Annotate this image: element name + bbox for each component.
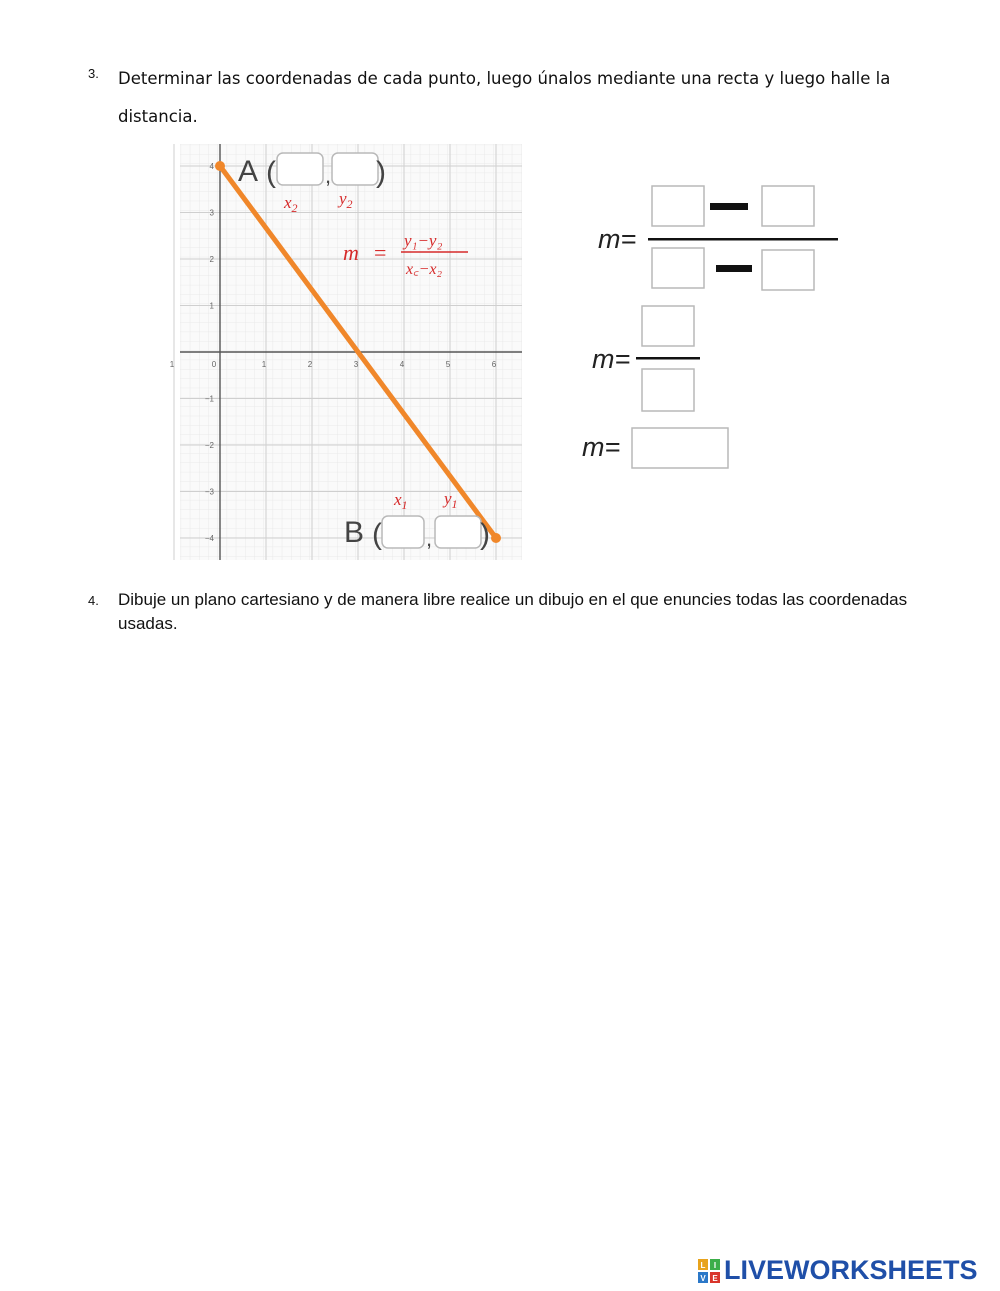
point-a-close-paren: ) [376,156,386,189]
formula-m: m [343,240,359,265]
mark-letter-i: I [713,1260,717,1270]
x-tick-label: 3 [353,360,359,369]
y-tick-label: 3 [209,208,214,218]
formula-equals: = [374,240,387,265]
x-tick-label: 1 [169,360,175,369]
slope-result-input[interactable] [632,428,728,468]
y-tick-label: 4 [209,162,214,171]
question-3-number: 3. [88,66,99,81]
point-a-label: A [238,155,259,188]
y-tick-label: −3 [204,487,214,497]
liveworksheets-mark-icon [698,1259,720,1283]
mark-letter-v: V [700,1273,706,1283]
fraction-bar-2 [636,357,700,360]
formula-numerator: y₁−y₂ [404,231,443,250]
slope-calculation [572,176,842,476]
liveworksheets-logo [698,1255,978,1286]
mark-letter-l: L [700,1260,706,1270]
x-tick-label: 6 [491,360,497,369]
question-4-text: Dibuje un plano cartesiano y de manera libre realice un dibujo en el que enuncies todas las coordenadas usadas. [118,590,908,633]
liveworksheets-brand: LIVEWORKSHEETS [724,1255,978,1285]
y2-label: $y_2$ [339,189,353,211]
point-b-marker [491,533,501,543]
x-tick-label: 5 [445,360,451,369]
numerator-right-input[interactable] [762,186,814,226]
x-tick-label: 0 [211,360,217,369]
m-label-1: m= [598,224,637,254]
denominator-minus-sign [716,265,752,272]
x-tick-label: 1 [261,360,267,369]
denominator-left-input[interactable] [652,248,704,288]
x-tick-label: 2 [307,360,313,369]
point-a-comma: , [325,163,332,188]
y-tick-label: 2 [209,255,214,264]
numerator-left-input[interactable] [652,186,704,226]
y1-label: $y_1$ [444,489,458,511]
point-a-x-input[interactable] [277,153,323,185]
cartesian-graph [169,140,528,565]
m-label-2: m= [592,344,631,374]
y-tick-label: 1 [209,301,214,311]
y-tick-label: −1 [204,394,214,404]
y-tick-label: −4 [204,534,214,543]
fraction-bar-1 [648,238,838,241]
formula-denominator: x꜀−x₂ [406,261,443,278]
x2-label: $x_2$ [284,193,298,215]
x-tick-label: 4 [399,360,405,369]
point-a-y-input[interactable] [332,153,378,185]
simplified-numerator-input[interactable] [642,306,694,346]
m-label-3: m= [582,432,621,462]
point-a-marker [215,161,225,171]
x1-label: $x_1$ [394,490,408,512]
point-a-open-paren: ( [266,156,276,189]
question-4-number: 4. [88,593,99,608]
numerator-minus-sign [710,203,748,210]
y-tick-label: −2 [204,441,214,450]
simplified-denominator-input[interactable] [642,369,694,411]
mark-letter-e: E [712,1273,718,1283]
point-b-open-paren: ( [372,518,382,551]
denominator-right-input[interactable] [762,250,814,290]
question-3-text: Determinar las coordenadas de cada punto, luego únalos mediante una recta y luego halle la distancia. [118,69,891,126]
point-b-label: B [344,516,365,549]
point-b-x-input[interactable] [382,516,424,548]
point-b-y-input[interactable] [435,516,481,548]
point-b-comma: , [426,526,433,551]
point-b-close-paren: ) [480,518,490,551]
